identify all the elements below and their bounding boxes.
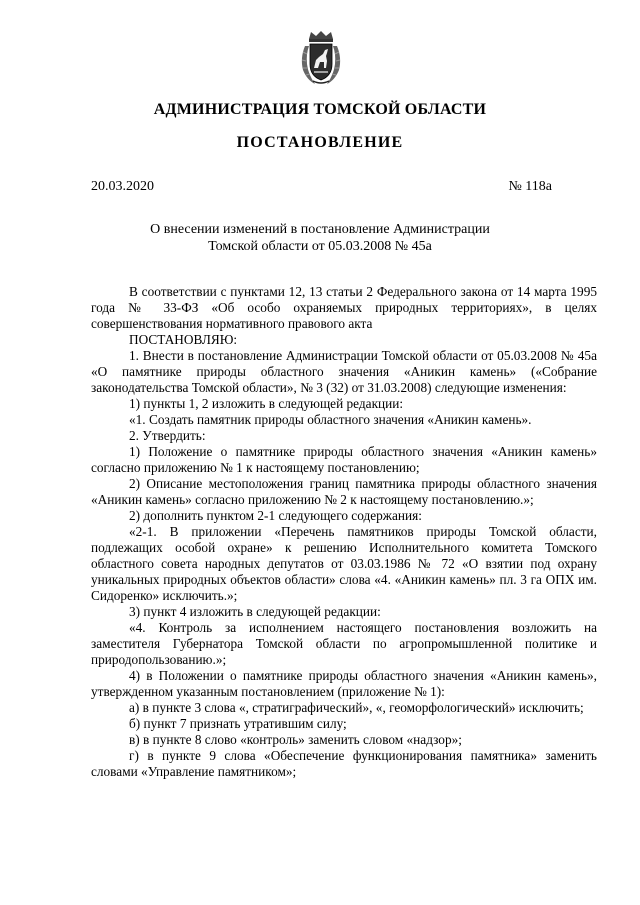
body-paragraph: 4) в Положении о памятнике природы областного значения «Аникин камень», утвержденном указанным постановлением (приложение № 1): [91,668,597,699]
body-paragraph: «2-1. В приложении «Перечень памятников природы Томской области, подлежащих особой охране» к решению Исполнительного комитета Томского областного совета народных депутатов от 03.03.1986 № 72 «О взятии под охрану уникальных природных объектов области» слова «4. «Аникин камень» пл. 3 га ОПХ им. Сидоренко» исключить.»; [91,524,597,603]
body-paragraph: «1. Создать памятник природы областного значения «Аникин камень». [129,412,532,427]
body-paragraph: 2. Утвердить: [129,428,206,443]
body-paragraph: в) в пункте 8 слово «контроль» заменить словом «надзор»; [129,732,462,747]
body-paragraph: 3) пункт 4 изложить в следующей редакции: [129,604,381,619]
coat-of-arms-icon [300,30,342,86]
body-paragraph: В соответствии с пунктами 12, 13 статьи 2 Федерального закона от 14 марта 1995 года № 33-ФЗ «Об особо охраняемых природных территориях», в целях совершенствования нормативного правового акта [91,284,597,331]
body-paragraph: б) пункт 7 признать утратившим силу; [129,716,347,731]
document-type: ПОСТАНОВЛЕНИЕ [236,134,404,151]
document-date: 20.03.2020 [91,179,154,194]
document-number: № 118а [508,179,552,194]
subject-line: Томской области от 05.03.2008 № 45а [208,239,432,254]
body-paragraph: 1) Положение о памятнике природы областного значения «Аникин камень» согласно приложению № 1 к настоящему постановлению; [91,444,597,475]
document-subject [0,221,640,255]
body-paragraph: 1) пункты 1, 2 изложить в следующей редакции: [129,396,404,411]
organization-title: АДМИНИСТРАЦИЯ ТОМСКОЙ ОБЛАСТИ [153,101,487,118]
body-paragraph: г) в пункте 9 слова «Обеспечение функционирования памятника» заменить словами «Управление памятником»; [91,748,597,779]
body-paragraph: 2) дополнить пунктом 2-1 следующего содержания: [129,508,422,523]
body-paragraph: 2) Описание местоположения границ памятника природы областного значения «Аникин камень» согласно приложению № 2 к настоящему постановлению.»; [91,476,597,507]
subject-line: О внесении изменений в постановление Администрации [150,222,490,237]
body-paragraph: ПОСТАНОВЛЯЮ: [129,332,238,347]
body-paragraph: «4. Контроль за исполнением настоящего постановления возложить на заместителя Губернатора Томской области по агропромышленной политике и природопользованию.»; [91,620,597,667]
body-paragraph: а) в пункте 3 слова «, стратиграфический», «, геоморфологический» исключить; [129,700,584,715]
body-paragraph: 1. Внести в постановление Администрации Томской области от 05.03.2008 № 45а «О памятнике природы областного значения «Аникин камень» («Собрание законодательства Томской области», № 3 (32) от 31.03.2008) следующие изменения: [91,348,597,395]
document-body [91,284,597,780]
